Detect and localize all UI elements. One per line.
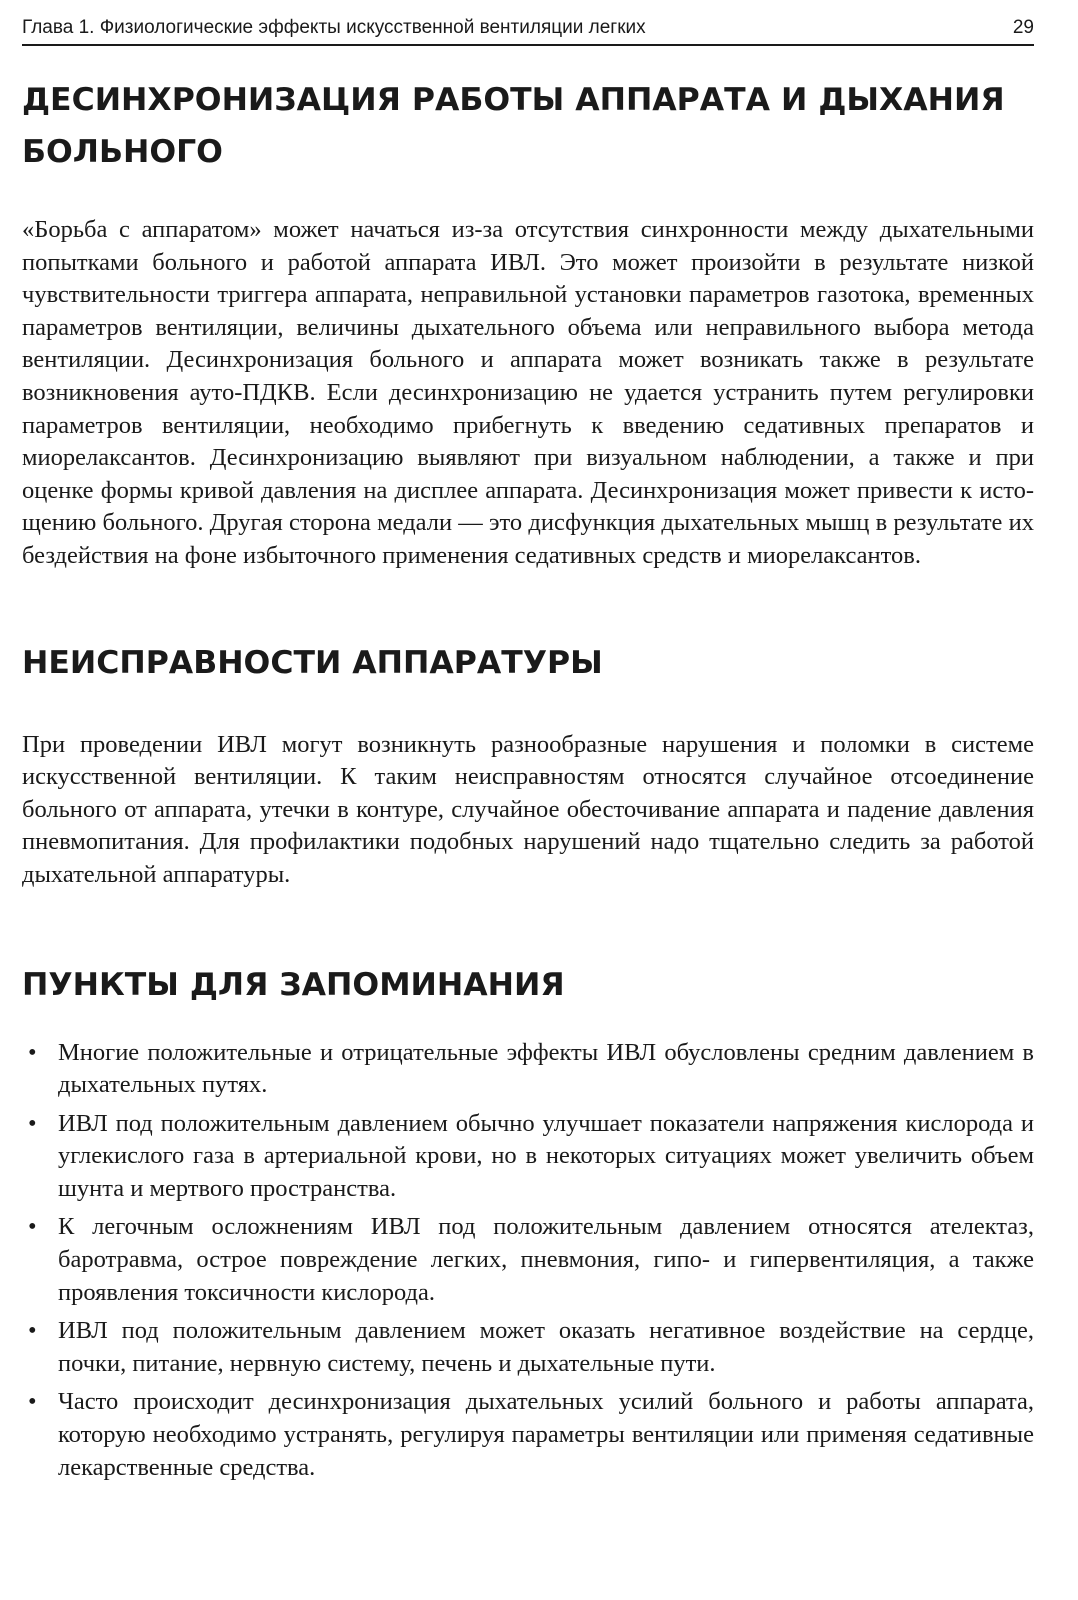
book-page — [22, 18, 1034, 1490]
bullet-icon: • — [28, 1038, 37, 1066]
list-item-text: Многие положительные и отрицательные эффекты ИВЛ обусловлены средним давлением в дыхательных путях. — [58, 1038, 1034, 1099]
bullet-icon: • — [28, 1317, 37, 1345]
bullet-icon: • — [28, 1109, 37, 1137]
page-number: 29 — [1012, 17, 1034, 38]
key-points-list — [22, 1037, 1034, 1485]
list-item — [22, 1211, 1034, 1309]
list-item-text: ИВЛ под положительным давлением обычно улучшает показатели напряжения кислорода и углекислого газа в артериальной крови, но в некоторых ситуациях может увеличить объем шунта и мертвого пространства. — [58, 1109, 1034, 1202]
section-heading-key-points: ПУНКТЫ ДЛЯ ЗАПОМИНАНИЯ — [22, 966, 565, 1003]
list-item — [22, 1315, 1034, 1380]
section-heading-equipment-failures: НЕИСПРАВНОСТИ АППАРАТУРЫ — [22, 644, 603, 681]
list-item — [22, 1037, 1034, 1102]
section-text-equipment-failures: При проведении ИВЛ могут возникнуть разнообразные нарушения и поломки в системе искусственной вентиляции. К таким неисправностям относятся случайное отсоединение больного от аппарата, утечки в контуре, случайное обесточивание аппарата и падение давления пневмопитания. Для профилактики подобных нарушений надо тщательно следить за работой дыхательной аппаратуры. — [22, 730, 1034, 888]
list-item-text: К легочным осложнениям ИВЛ под положительным давлением относятся ателектаз, баротравма, острое повреждение легких, пневмония, гипо- и гипервентиляция, а также проявления токсичности кислорода. — [58, 1213, 1034, 1306]
bullet-icon: • — [28, 1388, 37, 1416]
section-text-desynchronization: «Борьба с аппаратом» может начаться из-за отсутствия синхронности между дыхательными попытками больного и работой аппарата ИВЛ. Это может произойти в результате низкой чувствительности триггера аппарата, неправильной установки параметров газотока, временных параметров вентиляции, величины дыхательного объема или неправильного выбора метода вентиляции. Десинхронизация больного и аппарата может возникать также в результате возникновения ауто-ПДКВ. Если десинхронизацию не удается устранить путем регулировки параметров вентиляции, необходимо прибегнуть к введению седативных препаратов и миорелаксантов. Десинхронизацию выявляют при визуальном наблюдении, а также и при оценке формы кривой давления на дисплее аппарата. Десинхронизация может привести к истощению больного. Другая сторона медали — это дисфункция дыхательных мышц в результате их бездействия на фоне избыточного применения седативных средств и миорелаксантов. — [22, 216, 1034, 569]
section-heading-desynchronization: ДЕСИНХРОНИЗАЦИЯ РАБОТЫ АППАРАТА И ДЫХАНИЯ БОЛЬНОГО — [22, 82, 1005, 170]
chapter-title: Глава 1. Физиологические эффекты искусственной вентиляции легких — [22, 17, 646, 38]
list-item-text: Часто происходит десинхронизация дыхательных усилий больного и работы аппарата, которую необходимо устранять, регулируя параметры вентиляции или применяя седативные лекарственные средства. — [58, 1388, 1034, 1481]
list-item — [22, 1108, 1034, 1206]
list-item-text: ИВЛ под положительным давлением может оказать негативное воздействие на сердце, почки, питание, нервную систему, печень и дыхательные пути. — [58, 1317, 1034, 1377]
running-header — [22, 18, 1034, 46]
list-item — [22, 1386, 1034, 1484]
bullet-icon: • — [28, 1213, 37, 1241]
